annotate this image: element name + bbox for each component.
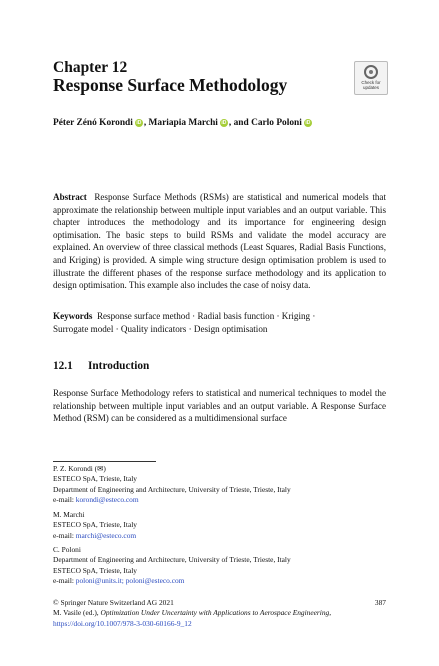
author-name: Péter Zénó Korondi bbox=[53, 118, 133, 128]
citation-prefix: M. Vasile (ed.), bbox=[53, 608, 101, 618]
affiliation-name: C. Poloni bbox=[53, 545, 81, 554]
section-title: Introduction bbox=[88, 360, 150, 372]
affiliation-email-row bbox=[53, 576, 393, 586]
affiliation-name: M. Marchi bbox=[53, 510, 85, 519]
keywords bbox=[53, 310, 386, 335]
email-link[interactable]: marchi@esteco.com bbox=[75, 530, 137, 540]
keywords-label: Keywords bbox=[53, 311, 93, 321]
orcid-icon[interactable]: iD bbox=[305, 119, 311, 126]
badge-line-2: updates bbox=[362, 85, 379, 90]
doi-link[interactable]: https://doi.org/10.1007/978-3-030-60166-9_12 bbox=[53, 618, 192, 628]
affiliation-line: Department of Engineering and Architecture, University of Trieste, Trieste, Italy bbox=[53, 484, 291, 494]
author-name: Mariapia Marchi bbox=[148, 118, 218, 128]
author-name: Carlo Poloni bbox=[251, 118, 302, 128]
email-link[interactable]: poloni@units.it; poloni@esteco.com bbox=[75, 575, 185, 585]
doi-separator: , bbox=[329, 608, 332, 618]
affiliation-block bbox=[53, 545, 393, 586]
abstract-label: Abstract bbox=[53, 192, 87, 202]
section-heading bbox=[53, 360, 149, 372]
section-body: Response Surface Methodology refers to statistical and numerical techniques to model the relationship between multiple input variables and an output variable. A Response Surface Method (RSM) can be considered as a multidimensional surface bbox=[53, 388, 386, 424]
affiliation-email-row bbox=[53, 495, 393, 505]
section-number: 12.1 bbox=[53, 360, 73, 372]
chapter-title: Response Surface Methodology bbox=[53, 75, 288, 95]
footnote-divider bbox=[53, 461, 156, 462]
page-number: 387 bbox=[374, 598, 386, 607]
book-title: Optimization Under Uncertainty with Applications to Aerospace Engineering bbox=[100, 608, 330, 618]
affiliation-email-row bbox=[53, 531, 393, 541]
author-separator: , bbox=[143, 118, 149, 128]
orcid-icon[interactable]: iD bbox=[136, 119, 142, 126]
chapter-number: Chapter 12 bbox=[53, 59, 128, 76]
abstract bbox=[53, 191, 386, 292]
affiliation-line: ESTECO SpA, Trieste, Italy bbox=[53, 474, 137, 484]
affiliation-line: Department of Engineering and Architecture, University of Trieste, Trieste, Italy bbox=[53, 555, 291, 565]
copyright: © Springer Nature Switzerland AG 2021 bbox=[53, 598, 174, 607]
email-prefix: e-mail: bbox=[53, 494, 76, 504]
keywords-line-2: Surrogate model · Quality indicators · Design optimisation bbox=[53, 323, 268, 334]
email-prefix: e-mail: bbox=[53, 575, 76, 585]
affiliation-block bbox=[53, 510, 393, 541]
affiliation-block bbox=[53, 464, 393, 505]
abstract-text: Response Surface Methods (RSMs) are statistical and numerical models that approximate the relationship between multiple input variables and an output variable. This chapter introduces the methodology and its importance for engineering design optimisation. The basic steps to build RSMs and validate the model accuracy are explained. An overview of three classical methods (Least Squares, Radial Basis Functions, and Kriging) is provided. A simple wing structure design optimisation problem is used to illustrate the different phases of the response surface methodology and its application to design optimisation. This example also includes the case of noisy data. bbox=[53, 192, 387, 291]
citation bbox=[53, 608, 386, 629]
affiliation-name: P. Z. Korondi (✉) bbox=[53, 464, 106, 473]
page-footer bbox=[53, 598, 386, 629]
author-separator: , and bbox=[228, 118, 252, 128]
email-link[interactable]: korondi@esteco.com bbox=[75, 494, 139, 504]
check-for-updates-label bbox=[361, 80, 380, 90]
affiliation-line: ESTECO SpA, Trieste, Italy bbox=[53, 565, 137, 575]
check-for-updates-icon bbox=[364, 65, 378, 79]
keywords-line-1: Response surface method · Radial basis function · Kriging · bbox=[96, 311, 316, 321]
affiliation-line: ESTECO SpA, Trieste, Italy bbox=[53, 520, 137, 530]
orcid-icon[interactable]: iD bbox=[221, 119, 227, 126]
check-for-updates-badge[interactable] bbox=[354, 61, 388, 95]
author-list bbox=[53, 118, 313, 128]
badge-line-1: Check for bbox=[361, 80, 381, 85]
email-prefix: e-mail: bbox=[53, 530, 76, 540]
copyright-line bbox=[53, 598, 386, 608]
